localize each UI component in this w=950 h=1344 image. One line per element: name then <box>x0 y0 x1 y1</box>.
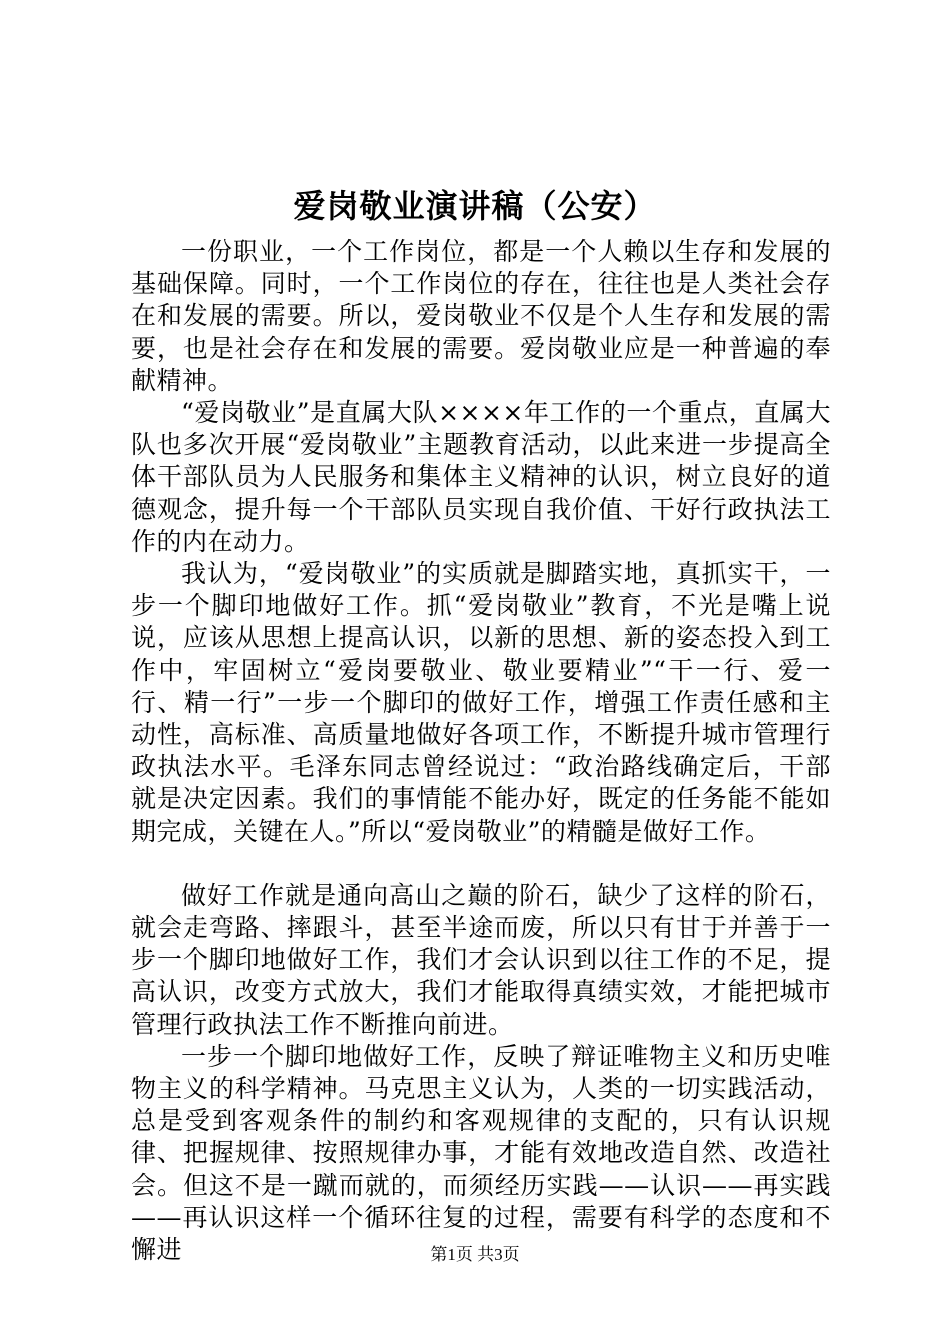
paragraph: 做好工作就是通向高山之巅的阶石，缺少了这样的阶石，就会走弯路、摔跟斗，甚至半途而废，所以只有甘于并善于一步一个脚印地做好工作，我们才会认识到以往工作的不足，提高认识，改变方式放大，我们才能取得真绩实效，才能把城市管理行政执法工作不断推向前进。 <box>131 880 831 1039</box>
paragraph: 一步一个脚印地做好工作，反映了辩证唯物主义和历史唯物主义的科学精神。马克思主义认为，人类的一切实践活动，总是受到客观条件的制约和客观规律的支配的，只有认识规律、把握规律、按照规律办事，才能有效地改造自然、改造社会。但这不是一蹴而就的，而须经历实践——认识——再实践——再认识这样一个循环往复的过程，需要有科学的态度和不懈进 <box>131 1041 831 1265</box>
paragraph: “爱岗敬业”是直属大队××××年工作的一个重点，直属大队也多次开展“爱岗敬业”主题教育活动，以此来进一步提高全体干部队员为人民服务和集体主义精神的认识，树立良好的道德观念，提升每一个干部队员实现自我价值、干好行政执法工作的内在动力。 <box>131 398 831 556</box>
document-title: 爱岗敬业演讲稿（公安） <box>293 187 657 225</box>
paragraph: 我认为，“爱岗敬业”的实质就是脚踏实地，真抓实干，一步一个脚印地做好工作。抓“爱岗敬业”教育，不光是嘴上说说，应该从思想上提高认识，以新的思想、新的姿态投入到工作中，牢固树立“爱岗要敬业、敬业要精业”“干一行、爱一行、精一行”一步一个脚印的做好工作，增强工作责任感和主动性，高标准、高质量地做好各项工作，不断提升城市管理行政执法水平。毛泽东同志曾经说过：“政治路线确定后，干部就是决定因素。我们的事情能不能办好，既定的任务能不能如期完成，关键在人。”所以“爱岗敬业”的精髓是做好工作。 <box>131 559 831 846</box>
document-body <box>131 236 831 1266</box>
page-number-footer: 第1页 共3页 <box>430 1245 520 1264</box>
paragraph: 一份职业，一个工作岗位，都是一个人赖以生存和发展的基础保障。同时，一个工作岗位的存在，往往也是人类社会存在和发展的需要。所以，爱岗敬业不仅是个人生存和发展的需要，也是社会存在和发展的需要。爱岗敬业应是一种普遍的奉献精神。 <box>131 237 831 395</box>
